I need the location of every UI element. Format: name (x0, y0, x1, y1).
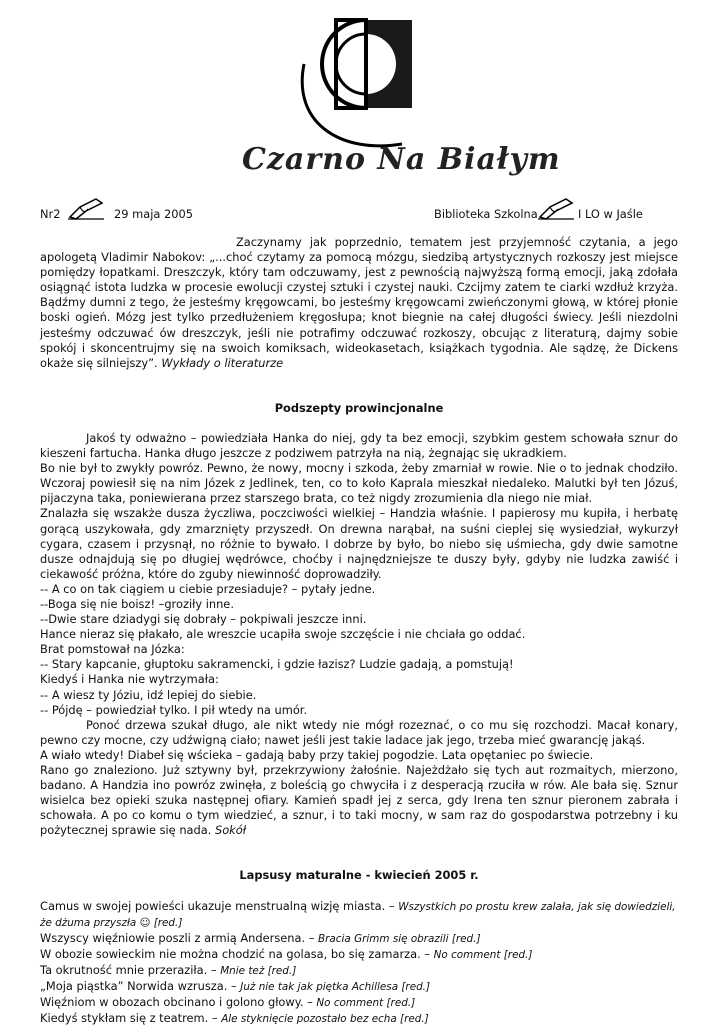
story-paragraph: Jakoś ty odważno – powiedziała Hanka do niej, gdy ta bez emocji, szybkim gestem schowała sznur do kieszeni fartucha. Hanka długo jeszcze z podziwem patrzyła na nią, żegnając się ukradkiem. (40, 430, 678, 461)
intro-paragraph (40, 235, 678, 371)
lapsus-comment: No comment [red.] (316, 997, 416, 1010)
lapsus-quote: Kiedyś stykłam się z teatrem. – (40, 1011, 218, 1026)
lapsus-list (40, 899, 678, 1027)
issue-number: Nr2 (40, 207, 61, 221)
story-dialogue-line: --Dwie stare dziadygi się dobrały – pokpiwali jeszcze inni. (40, 612, 367, 627)
lapsus-comment: Wszystkich po prostu krew zalała, jak się dowiedzieli, że dżuma przyszła ☺ [red.] (40, 900, 676, 929)
story-title: Podszepty prowincjonalne (274, 400, 444, 415)
newsletter-logo (232, 4, 561, 180)
issue-header (40, 207, 678, 223)
lapsus-item (40, 899, 678, 931)
story-paragraph: A wiało wtedy! Diabeł się wścieka – gadają baby przy takiej pogodzie. Lata opętaniec po świecie. (40, 747, 594, 762)
school-name: I LO w Jaśle (578, 207, 643, 221)
intro-source: Wykłady o literaturze (161, 355, 284, 370)
lapsus-item (40, 931, 678, 947)
lapsus-quote: W obozie sowieckim nie można chodzić na golasa, bo się zamarza. – (40, 946, 431, 961)
lapsus-item (40, 947, 678, 963)
lapsus-comment: No comment [red.] (433, 948, 533, 961)
lapsus-quote: Camus w swojej powieści ukazuje menstrualną wizję miasta. – (40, 898, 395, 913)
story-dialogue-line: --Boga się nie boisz! –groziły inne. (40, 596, 234, 611)
story-paragraph: Znalazła się wszakże dusza życzliwa, poczciwości wielkiej – Handzia właśnie. I papierosy mu kupiła, i herbatę gorącą uszykowała, gdy zmarznięty przyszedł. On drewna narąbał, na suśni cieplej się wysiedział, wykurzył cygara, czasem i przysnął, no różnie to bywało. I dobrze by było, bo niebo się uśmiecha, gdy dwie samotne dusze odnajdują się po długiej wędrówce, choćby i najnędzniejsze te duszy były, gdyby nie ludzka zawiść i ciekawość próżna, które do zguby niewinność doprowadziły. (40, 506, 678, 581)
lapsus-comment: Ale styknięcie pozostało bez echa [red.] (221, 1013, 429, 1026)
lapsus-item (40, 1011, 678, 1027)
story-final-text: Rano go znaleziono. Już sztywny był, przekrzywiony żałośnie. Najeżdżało się tych aut rozmaitych, mierzono, badano. A Handzia ino powróz zwinęła, z boleścią go chwyciła i z desperacją rzuciła w rów. Ale bała się. Sznur wisielca bez opieki szuka następnej ofiary. Kamień spadł jej z serca, gdy Irena ten sznur pieronem zabrała i schowała. A po co komu o tym wiedzieć, a sznur, i to taki mocny, w sam raz do gospodarstwa potrzebny i ku pożytecznej sprawie się nada. (40, 763, 678, 838)
story-paragraph: Ponoć drzewa szukał długo, ale nikt wtedy nie mógł rozeznać, o co mu się rozchodzi. Macał konary, pewno czy mocne, czy udźwigną ciało; nawet jeśli jest takie ladace jak jego, trzeba mieć gwarancję jakąś. (40, 717, 678, 747)
black-white-circle-logo-icon (232, 4, 561, 180)
story-paragraph (40, 763, 678, 838)
story-dialogue-line: -- Pójdę – powiedział tylko. I pił wtedy na umór. (40, 702, 308, 717)
story-paragraph: Hance nieraz się płakało, ale wreszcie ucapiła swoje szczęście i nie chciała go oddać. (40, 627, 526, 642)
intro-text: Zaczynamy jak poprzednio, tematem jest przyjemność czytania, a jego apologetą Vladimir Nabokov: „...choć czytamy za pomocą mózgu, siedzibą artystycznych rozkoszy jest miejsce pomiędzy łopatkami. Dreszczyk, który tam odczuwamy, jest z pewnością najwyższą formą emocji, jaką zdołała osiągnąć istota ludzka w procesie ewolucji czystej sztuki i czystej nauki. Czcijmy zatem te ciarki wzdłuż krzyża. Bądźmy dumni z tego, że jesteśmy kręgowcami, bo jesteśmy kręgowcami zwieńczonymi głową, w której płonie boski ogień. Mózg jest tylko przedłużeniem kręgosłupa; knot biegnie na całej długości świecy. Jeśli niezdolni jesteśmy odczuwać ów dreszczyk, jeśli nie potrafimy odczuwać rozkoszy, obcując z literaturą, dajmy sobie spokój i skoncentrujmy się na swoich komiksach, wideokasetach, książkach tygodnia. Ale sądzę, że Dickens okaże się silniejszy”. (40, 235, 678, 370)
lapsus-quote: Ta okrutność mnie przeraziła. – (40, 962, 217, 977)
lapsus-item (40, 995, 678, 1011)
lapsus-comment: Mnie też [red.] (220, 964, 297, 977)
story-dialogue-line: -- A wiesz ty Józiu, idź lepiej do siebie. (40, 687, 257, 702)
story-paragraph: Brat pomstował na Józka: (40, 642, 185, 657)
story-paragraph: Kiedyś i Hanka nie wytrzymała: (40, 672, 219, 687)
issue-date: 29 maja 2005 (114, 207, 193, 221)
writing-hand-icon (536, 195, 576, 221)
logo-title: Czarno Na Białym (242, 142, 561, 177)
story-dialogue-line: -- Stary kapcanie, głuptoku sakramencki, i gdzie łazisz? Ludzie gadają, a pomstują! (40, 657, 514, 672)
lapsus-comment: Bracia Grimm się obrazili [red.] (318, 932, 481, 945)
lapsus-comment: Już nie tak jak piętka Achillesa [red.] (240, 981, 431, 994)
library-name: Biblioteka Szkolna (434, 207, 538, 221)
lapsus-title: Lapsusy maturalne - kwiecień 2005 r. (239, 868, 479, 883)
story-paragraph: Bo nie był to zwykły powróz. Pewno, że nowy, mocny i szkoda, żeby zmarniał w rowie. Nie o to jednak chodziło. Wczoraj powiesił się na nim Józek z Jedlinek, ten, co to koło Kaprala mieszkał niedaleko. Malutki był ten Józuś, pijaczyna taka, poniewierana przez starszego brata, co też nigdy zrozumienia dla niego nie miał. (40, 461, 678, 506)
article-content (40, 235, 678, 1027)
lapsus-item (40, 979, 678, 995)
story-author: Sokół (214, 823, 247, 838)
lapsus-item (40, 963, 678, 979)
story-dialogue-line: -- A co on tak ciągiem u ciebie przesiaduje? – pytały jedne. (40, 581, 376, 596)
lapsus-quote: Wszyscy więźniowie poszli z armią Andersena. – (40, 930, 315, 945)
lapsus-quote: „Moja piąstka” Norwida wzrusza. – (40, 979, 237, 994)
lapsus-quote: Więźniom w obozach obcinano i golono głowy. – (40, 995, 313, 1010)
writing-hand-icon (66, 195, 106, 221)
